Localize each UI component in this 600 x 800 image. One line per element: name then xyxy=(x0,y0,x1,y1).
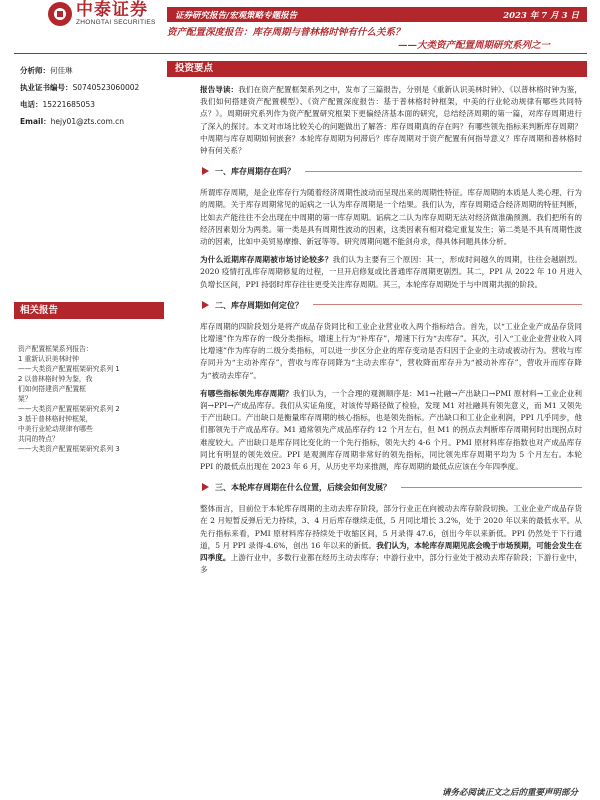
analyst-cert: S0740523060002 xyxy=(72,83,140,92)
analyst-name-row: 分析师：何佳琳 xyxy=(20,66,73,75)
analyst-phone: 15221685053 xyxy=(42,100,95,109)
analyst-phone-row: 电话：15221685053 xyxy=(20,100,95,109)
report-title: 资产配置深度报告：库存周期与普林格时钟有什么关系？ xyxy=(167,27,405,38)
report-header-bar xyxy=(167,7,587,22)
analyst-info xyxy=(20,62,165,130)
triangle-bullet-icon xyxy=(202,301,209,309)
related-reports-list xyxy=(18,344,168,454)
section-heading-2: 二、库存周期如何定位？ xyxy=(200,297,582,313)
paragraph: 有哪些指标领先库存周期？我们认为，一个合理的观测顺序是：M1→社融→产出缺口→PMI 原材料→工业企业利润→PPI→产成品库存。我们从实证角度，对该传导路径做了检验，发现 M1 对社融具有领先意义，而 M1 又领先于产出缺口。产出缺口是衡量库存周期的核心指标，也是领先指标。产出缺口和工业企业利润，PPI 几乎同步，他们都领先于产成品库存。M1 通常领先产成品库存约 12 个月左右，但 M1 的拐点去判断库存周期何时出现拐点时难度较大。产出缺口是库存同比变化的一个先行指标，领先大约 4-6 个月。PMI 原材料库存指数也对产成品库存同比有明显的领先效应。PPI 是观测库存周期非常好的领先指标，同比领先库存周期平均为 5 个月左右。本轮 PPI 的最低点出现在 2023 年 6 月，从历史平均来推测，库存周期的最低点应该在今年四季度。 xyxy=(200,388,583,472)
list-item[interactable]: 们如何搭建资产配置框 xyxy=(18,385,86,393)
analyst-email-row: Email：hejy01@zts.com.cn xyxy=(20,117,125,126)
list-item[interactable]: 3 基于普林格时钟框架， xyxy=(18,415,93,423)
list-item[interactable]: 共同的特点？ xyxy=(18,435,59,443)
investment-highlights-header: 投资要点 xyxy=(167,61,587,77)
paragraph: 整体而言，目前位于本轮库存周期的主动去库存阶段，部分行业正在向被动去库存阶段切换。工业企业产成品存货在 2 月短暂反弹后无力持续，3、4 月后库存继续走低，5 月同比增长 3.2%，处于 2020 年以来的最低水平。从先行指标来看，PMI 原材料库存持续处于收缩区间，5 月录得 47.6，创出今年以来新低。PPI 仍然处于下行通道，5 月 PPI 录得-4.6%，创出 16 年以来的新低。我们认为，本轮库存周期见底会晚于市场预期，可能会发生在四季度。上游行业中，多数行业都在经历主动去库存；中游行业中，部分行业处于被动去库存阶段；下游行业中，多 xyxy=(200,504,583,575)
logo-emblem-icon xyxy=(48,2,72,26)
section-heading-1: 一、库存周期存在吗？ xyxy=(200,163,582,179)
related-reports-header: 相关报告 xyxy=(14,302,164,319)
report-date: 2023 年 7 月 3 日 xyxy=(503,10,579,21)
header-divider xyxy=(14,53,587,54)
report-category: 证券研究报告/宏观策略专题报告 xyxy=(175,10,298,21)
analyst-cert-row: 执业证书编号：S0740523060002 xyxy=(20,83,140,92)
intro-paragraph: 报告导读：我们在资产配置框架系列之中，发布了三篇报告，分别是《重新认识美林时钟》、《以普林格时钟为鉴，我们如何搭建资产配置模型》、《资产配置深度报告：基于普林格时钟框架，中美的行业轮动规律有哪些共同特点？》。周期研究系列作为资产配置研究框架下更偏经济基本面的研究，总结经济周期的第一篇，对库存周期进行了深入的探讨。本文对市场比较关心的问题做出了解答：库存周期真的存在吗？有哪些领先指标来判断库存周期？中周期与库存周期如何嵌套？本轮库存周期为何滞后？库存周期对于资产配置有何指导意义？库存周期和普林格时钟有何关系？ xyxy=(200,85,582,156)
list-item: ——大类资产配置框架研究系列 1 xyxy=(18,365,120,373)
section-heading-3: 三、本轮库存周期在什么位置，后续会如何发展？ xyxy=(200,479,582,495)
company-logo xyxy=(48,2,156,27)
triangle-bullet-icon xyxy=(202,483,209,491)
main-content xyxy=(200,84,582,583)
paragraph: 所谓库存周期，是企业库存行为随着经济周期性波动而呈现出来的周期性特征。库存周期的本质是人类心理、行为的周期。关于库存周期常见的诟病之一认为库存周期是一个结果。我们认为，库存周期适合经济周期的特征判断，比如去产能往往不会出现在中周期的第一库存周期。诟病之二认为库存周期无法对经济做准确预测。我们把所有的经济因素划分为两类。第一类是具有周期性波动的因素，这类因素有相对稳定重复发生；第二类是不具有周期性波动的因素，比如中美贸易摩擦、新冠等等。研究周期问题不能剑舟求，得具体问题具体分析。 xyxy=(200,188,582,247)
list-item: ——大类资产配置框架研究系列 3 xyxy=(18,445,120,453)
report-subtitle: ——大类资产配置周期研究系列之一 xyxy=(397,40,550,51)
triangle-bullet-icon xyxy=(202,167,209,175)
analyst-email[interactable]: hejy01@zts.com.cn xyxy=(50,117,125,126)
analyst-name: 何佳琳 xyxy=(50,66,73,75)
logo-name-cn: 中泰证券 xyxy=(76,0,148,20)
list-item[interactable]: 1 重新认识美林时钟 xyxy=(18,355,79,363)
paragraph: 为什么近期库存周期被市场讨论较多？我们认为主要有三个原因：其一，形成时间越久的周期，往往会越剧烈。2020 疫情打乱库存周期修复的过程，一旦开启修复或比普通库存周期更剧烈。其二，PPI 从 2022 年 10 月进入负增长区间，PPI 持弱时库存往往更受关注库存周期。其三，本轮库存周期处于与中周期共振的阶段。 xyxy=(200,255,583,289)
list-item[interactable]: 架？ xyxy=(18,395,32,403)
disclaimer-footer: 请务必阅读正文之后的重要声明部分 xyxy=(441,788,578,798)
list-item[interactable]: 中美行业轮动规律有哪些 xyxy=(18,425,93,433)
list-item: ——大类资产配置框架研究系列 2 xyxy=(18,405,120,413)
list-item: 资产配置框架系列报告： xyxy=(18,345,93,353)
logo-name-en: ZHONGTAI SECURITIES xyxy=(76,19,156,26)
paragraph: 库存周期的四阶段划分是将产成品存货同比和工业企业营业收入两个指标结合。首先，以“工业企业产成品存货同比增速”作为库存的一级分类指标，增速上行为“补库存”，增速下行为“去库存”。其次，引入“工业企业营业收入同比增速”作为库存的二级分类指标，可以进一步区分企业的库存变动是否归因于企业的主动或被动行为。营收与库存同升为“主动补库存”，营收与库存同降为“主动去库存”，营收降而库存升为“被动补库存”，营收升而库存降为“被动去库存”。 xyxy=(200,321,582,380)
list-item[interactable]: 2 以普林格时钟为鉴，我 xyxy=(18,375,93,383)
